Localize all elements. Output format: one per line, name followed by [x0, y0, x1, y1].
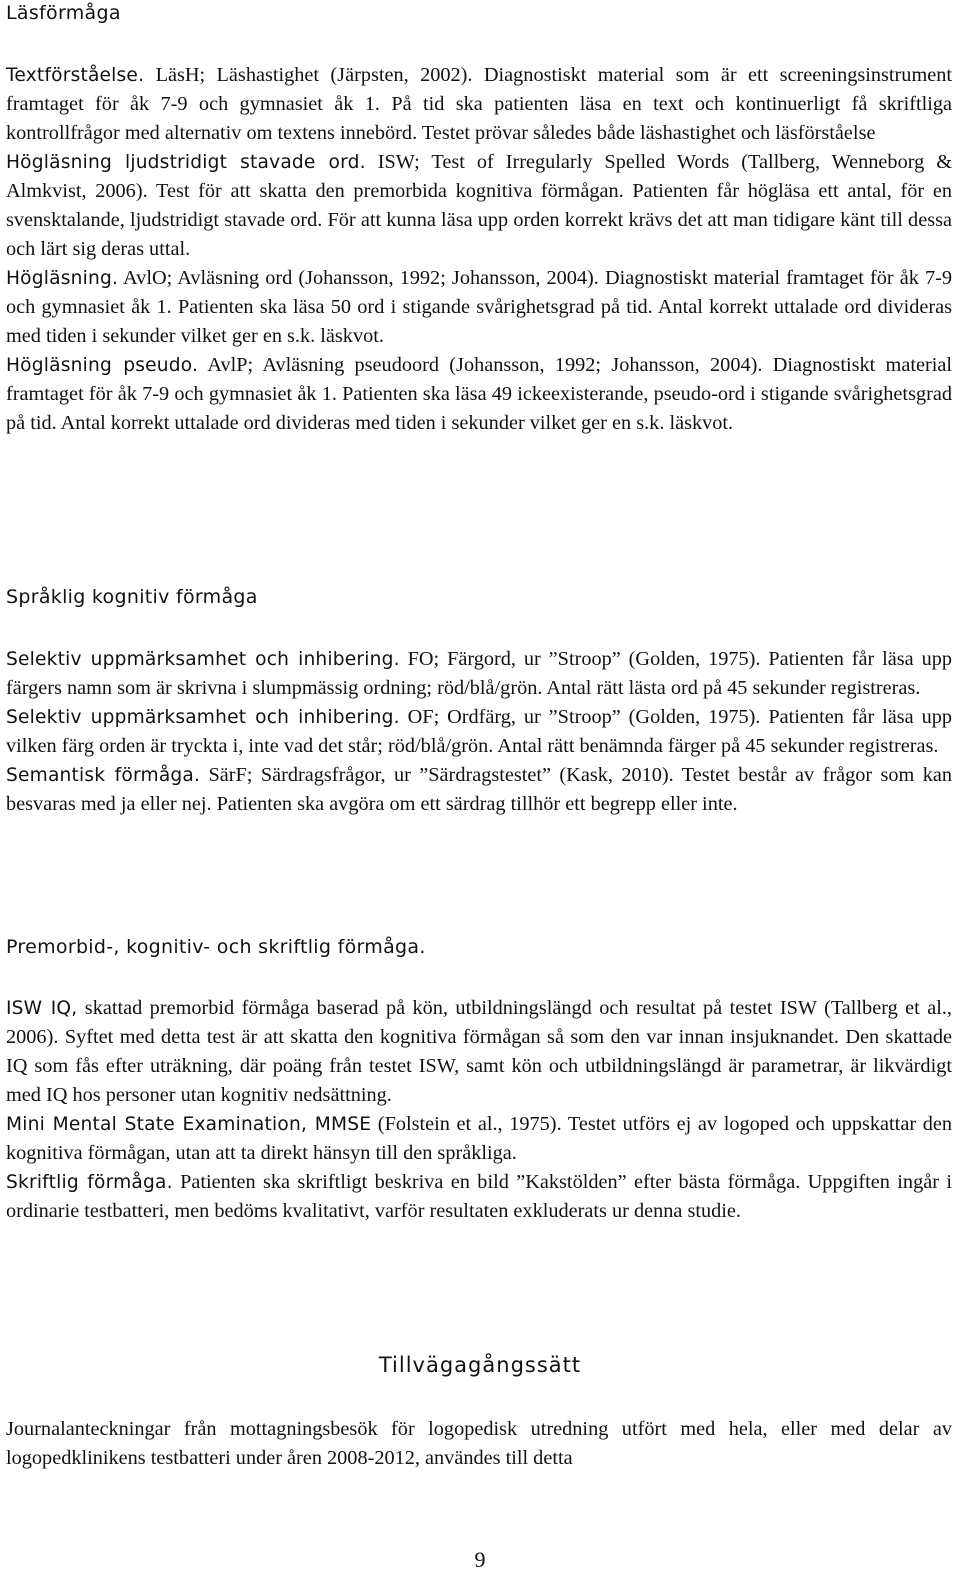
paragraph-text: LäsH; Läshastighet (Järpsten, 2002). Diagnostiskt material som är ett screeningsinstrument framtaget för åk 7-9 och gymnasiet åk 1. På tid ska patienten läsa en text och kontinuerligt få skriftliga kontrollfrågor med alternativ om textens innebörd. Testet prövar således både läshastighet och läsförståelse: [6, 64, 952, 144]
paragraph-text: SärF; Särdragsfrågor, ur ”Särdragstestet” (Kask, 2010). Testet består av frågor som kan besvaras med ja eller nej. Patienten ska avgöra om ett särdrag tillhör ett begrepp eller inte.: [6, 764, 952, 815]
paragraph-text: AvlP; Avläsning pseudoord (Johansson, 1992; Johansson, 2004). Diagnostiskt material framtaget för åk 7-9 och gymnasiet åk 1. Patienten ska läsa 49 ickeexisterande, pseudo-ord i stigande svårighetsgrad på tid. Antal korrekt uttalade ord divideras med tiden i sekunder vilket ger en s.k. läskvot.: [6, 354, 952, 434]
procedure-heading: Tillvägagångssätt: [378, 1353, 582, 1377]
paragraph-lead: Högläsning.: [6, 268, 119, 289]
paragraph-text: AvlO; Avläsning ord (Johansson, 1992; Johansson, 2004). Diagnostiskt material framtaget för åk 7-9 och gymnasiet åk 1. Patienten ska läsa 50 ord i stigande svårighetsgrad på tid. Antal korrekt uttalade ord divideras med tiden i sekunder vilket ger en s.k. läskvot.: [6, 267, 952, 347]
paragraph-lead: Högläsning pseudo.: [6, 355, 199, 376]
reading-paragraphs: [6, 61, 952, 438]
paragraph-textforstaelse: [6, 61, 952, 148]
paragraph-lead: ISW IQ,: [6, 998, 78, 1019]
paragraph-lead: Mini Mental State Examination, MMSE: [6, 1114, 372, 1135]
paragraph-mmse: [6, 1110, 952, 1168]
paragraph-avlp: [6, 351, 952, 438]
procedure-section: [6, 1415, 952, 1473]
paragraph-avlo: [6, 264, 952, 351]
paragraph-fo: [6, 645, 952, 703]
paragraph-lead: Skriftlig förmåga.: [6, 1172, 173, 1193]
premorbid-paragraphs: [6, 994, 952, 1226]
paragraph-text: (Folstein et al., 1975). Testet utförs ej av logoped och uppskattar den kognitiva förmågan, utan att ta direkt hänsyn till den språkliga.: [6, 1113, 952, 1164]
paragraph-lead: Selektiv uppmärksamhet och inhibering.: [6, 707, 400, 728]
paragraph-lead: Selektiv uppmärksamhet och inhibering.: [6, 649, 400, 670]
paragraph-isw-iq: [6, 994, 952, 1110]
paragraph-text: ISW; Test of Irregularly Spelled Words (Tallberg, Wenneborg & Almkvist, 2006). Test för att skatta den premorbida kognitiva förmågan. Patienten får högläsa ett antal, för en svensktalande, ljudstridigt stavade ord. För att kunna läsa upp orden korrekt krävs det att man tidigare känt till dessa och lärt sig deras uttal.: [6, 151, 952, 260]
section-reading: [6, 2, 952, 24]
paragraph-isw: [6, 148, 952, 264]
section-premorbid: [6, 936, 952, 958]
paragraph-text: FO; Färgord, ur ”Stroop” (Golden, 1975). Patienten får läsa upp färgers namn som är skrivna i slumpmässig ordning; röd/blå/grön. Antal rätt lästa ord på 45 sekunder registreras.: [6, 648, 952, 699]
section-heading: Språklig kognitiv förmåga: [6, 586, 258, 608]
section-heading: Premorbid-, kognitiv- och skriftlig förmåga.: [6, 936, 426, 958]
paragraph-skriftlig: [6, 1168, 952, 1226]
paragraph-lead: Textförståelse.: [6, 65, 145, 86]
paragraph-text: Patienten ska skriftligt beskriva en bild ”Kakstölden” efter bästa förmåga. Uppgiften ingår i ordinarie testbatteri, men bedöms kvalitativt, varför resultaten exkluderats ur denna studie.: [6, 1171, 952, 1222]
section-heading: Läsförmåga: [6, 2, 121, 24]
paragraph-procedure: Journalanteckningar från mottagningsbesök för logopedisk utredning utfört med hela, eller med delar av logopedklinikens testbatteri under åren 2008-2012, användes till detta: [6, 1418, 952, 1469]
paragraph-text: skattad premorbid förmåga baserad på kön, utbildningslängd och resultat på testet ISW (Tallberg et al., 2006). Syftet med detta test är att skatta den kognitiva förmågan så som den var innan insjuknandet. Den skattade IQ som fås efter uträkning, där poäng från testet ISW, samt kön och utbildningslängd är parametrar, är likvärdigt med IQ hos personer utan kognitiv nedsättning.: [6, 997, 953, 1106]
paragraph-text: OF; Ordfärg, ur ”Stroop” (Golden, 1975). Patienten får läsa upp vilken färg orden är tryckta i, inte vad det står; röd/blå/grön. Antal rätt benämnda färger på 45 sekunder registreras.: [6, 706, 953, 757]
paragraph-of: [6, 703, 952, 761]
paragraph-lead: Högläsning ljudstridigt stavade ord.: [6, 152, 366, 173]
section-cognitive: [6, 586, 952, 608]
paragraph-sarf: [6, 761, 952, 819]
cognitive-paragraphs: [6, 645, 952, 819]
paragraph-lead: Semantisk förmåga.: [6, 765, 201, 786]
page-number: 9: [474, 1547, 486, 1572]
